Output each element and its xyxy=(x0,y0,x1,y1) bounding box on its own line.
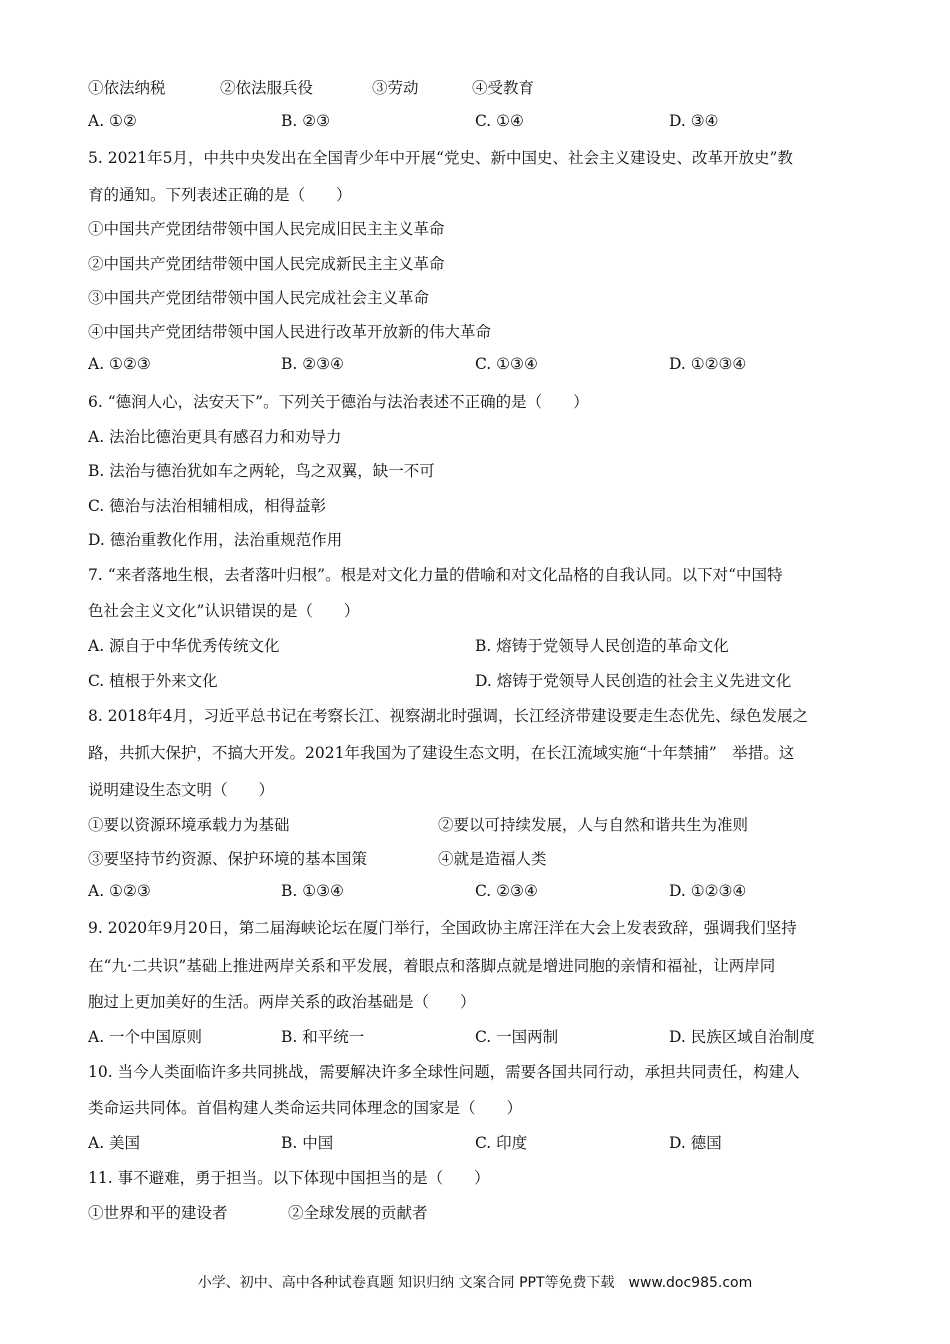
q8-option-a: A. ①②③ xyxy=(88,882,151,900)
q9-stem-line-2: 在“九·二共识”基础上推进两岸关系和平发展，着眼点和落脚点就是增进同胞的亲情和福祉，让两岸同 xyxy=(88,957,776,975)
q5-item-4: ④中国共产党团结带领中国人民进行改革开放新的伟大革命 xyxy=(88,323,492,341)
q9-option-d: D. 民族区域自治制度 xyxy=(669,1028,815,1046)
q4-item-4: ④受教育 xyxy=(472,79,535,97)
q5-stem-line-2: 育的通知。下列表述正确的是（ ） xyxy=(88,186,352,204)
q6-option-c: C. 德治与法治相辅相成，相得益彰 xyxy=(88,497,327,515)
page-footer: 小学、初中、高中各种试卷真题 知识归纳 文案合同 PPT等免费下载 www.doc985.com xyxy=(197,1275,753,1291)
q8-option-c: C. ②③④ xyxy=(475,882,538,900)
q4-item-1: ①依法纳税 xyxy=(88,79,166,97)
q6-option-d: D. 德治重教化作用，法治重规范作用 xyxy=(88,531,343,549)
q5-stem-line-1: 5. 2021年5月，中共中央发出在全国青少年中开展“党史、新中国史、社会主义建设史、改革开放史”教 xyxy=(88,149,793,167)
q8-item-4: ④就是造福人类 xyxy=(438,850,547,868)
q9-option-c: C. 一国两制 xyxy=(475,1028,559,1046)
q11-item-2: ②全球发展的贡献者 xyxy=(288,1204,428,1222)
q10-option-c: C. 印度 xyxy=(475,1134,528,1152)
q10-option-b: B. 中国 xyxy=(281,1134,334,1152)
q5-item-2: ②中国共产党团结带领中国人民完成新民主主义革命 xyxy=(88,255,445,273)
q7-option-b: B. 熔铸于党领导人民创造的革命文化 xyxy=(475,637,729,655)
q4-option-a: A. ①② xyxy=(88,112,137,130)
q4-option-d: D. ③④ xyxy=(669,112,719,130)
q10-option-a: A. 美国 xyxy=(88,1134,141,1152)
q4-item-2: ②依法服兵役 xyxy=(220,79,314,97)
q11-stem: 11. 事不避难，勇于担当。以下体现中国担当的是（ ） xyxy=(88,1169,490,1187)
q5-item-1: ①中国共产党团结带领中国人民完成旧民主主义革命 xyxy=(88,220,445,238)
q8-option-b: B. ①③④ xyxy=(281,882,344,900)
q10-stem-line-2: 类命运共同体。首倡构建人类命运共同体理念的国家是（ ） xyxy=(88,1099,523,1117)
q5-option-d: D. ①②③④ xyxy=(669,355,747,373)
q4-option-c: C. ①④ xyxy=(475,112,524,130)
q9-stem-line-3: 胞过上更加美好的生活。两岸关系的政治基础是（ ） xyxy=(88,993,476,1011)
q8-stem-line-1: 8. 2018年4月，习近平总书记在考察长江、视察湖北时强调，长江经济带建设要走生态优先、绿色发展之 xyxy=(88,707,809,725)
q9-option-b: B. 和平统一 xyxy=(281,1028,365,1046)
q8-item-1: ①要以资源环境承载力为基础 xyxy=(88,816,290,834)
q8-stem-line-2: 路，共抓大保护，不搞大开发。2021年我国为了建设生态文明，在长江流域实施“十年禁捕” 举措。这 xyxy=(88,744,795,762)
q5-option-a: A. ①②③ xyxy=(88,355,151,373)
q4-option-b: B. ②③ xyxy=(281,112,331,130)
q8-stem-line-3: 说明建设生态文明（ ） xyxy=(88,781,275,799)
q10-stem-line-1: 10. 当今人类面临许多共同挑战，需要解决许多全球性问题，需要各国共同行动，承担共同责任，构建人 xyxy=(88,1063,800,1081)
q8-option-d: D. ①②③④ xyxy=(669,882,747,900)
q9-option-a: A. 一个中国原则 xyxy=(88,1028,203,1046)
q7-stem-line-2: 色社会主义文化”认识错误的是（ ） xyxy=(88,602,360,620)
q5-option-b: B. ②③④ xyxy=(281,355,344,373)
q6-stem: 6. “德润人心，法安天下”。下列关于德治与法治表述不正确的是（ ） xyxy=(88,393,589,411)
q8-item-3: ③要坚持节约资源、保护环境的基本国策 xyxy=(88,850,368,868)
q10-option-d: D. 德国 xyxy=(669,1134,722,1152)
q7-option-c: C. 植根于外来文化 xyxy=(88,672,218,690)
q9-stem-line-1: 9. 2020年9月20日，第二届海峡论坛在厦门举行，全国政协主席汪洋在大会上发表致辞，强调我们坚持 xyxy=(88,919,797,937)
q6-option-b: B. 法治与德治犹如车之两轮，鸟之双翼，缺一不可 xyxy=(88,462,435,480)
q7-option-a: A. 源自于中华优秀传统文化 xyxy=(88,637,280,655)
q11-item-1: ①世界和平的建设者 xyxy=(88,1204,228,1222)
q5-item-3: ③中国共产党团结带领中国人民完成社会主义革命 xyxy=(88,289,430,307)
q7-option-d: D. 熔铸于党领导人民创造的社会主义先进文化 xyxy=(475,672,792,690)
q4-item-3: ③劳动 xyxy=(372,79,419,97)
q5-option-c: C. ①③④ xyxy=(475,355,538,373)
q8-item-2: ②要以可持续发展，人与自然和谐共生为准则 xyxy=(438,816,749,834)
q6-option-a: A. 法治比德治更具有感召力和劝导力 xyxy=(88,428,342,446)
q7-stem-line-1: 7. “来者落地生根，去者落叶归根”。根是对文化力量的借喻和对文化品格的自我认同。以下对“中国特 xyxy=(88,566,783,584)
